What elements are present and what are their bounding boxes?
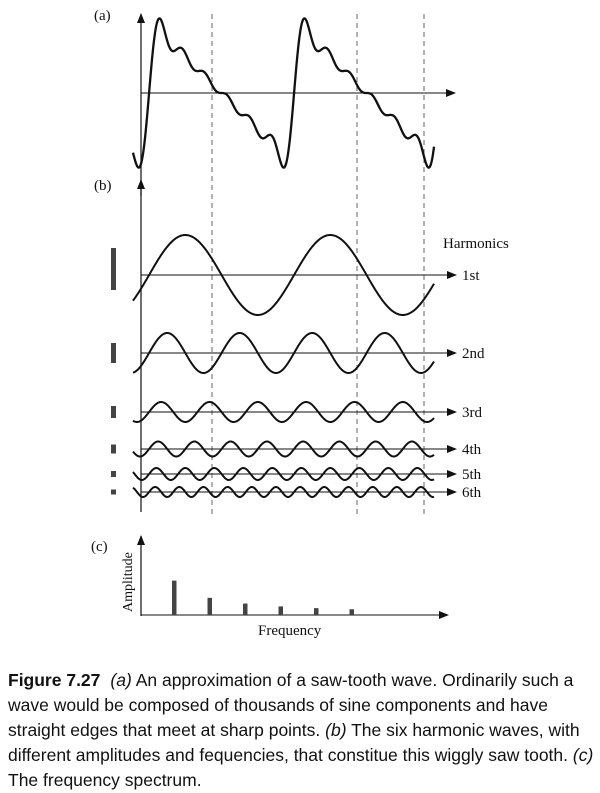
harmonic-6-amplitude-bar: [111, 490, 116, 495]
spectrum-bar-1st: [172, 581, 177, 615]
caption-part-b-marker: (b): [325, 720, 347, 740]
spectrum-y-label: Amplitude: [121, 552, 136, 612]
caption-part-b-text: The six harmonic waves, with different amplitudes and fequencies, that constitue this wiggly saw tooth.: [8, 720, 580, 765]
spectrum-bar-6th: [350, 609, 355, 615]
spectrum-bar-5th: [314, 608, 319, 615]
panel-a-label: (a): [94, 8, 111, 24]
harmonic-5-amplitude-bar: [111, 471, 116, 477]
caption-part-a-text: An approximation of a saw-tooth wave. Ordinarily such a wave would be composed of thousands of sine components and have straight edges that meet at sharp points.: [8, 670, 574, 740]
panel-b-label: (b): [94, 178, 112, 194]
caption-part-c-marker: (c): [572, 745, 594, 765]
harmonic-1-amplitude-bar: [111, 248, 116, 290]
harmonics-title: Harmonics: [443, 236, 509, 252]
spectrum-bar-3rd: [243, 604, 248, 615]
harmonic-1-label: 1st: [462, 268, 480, 284]
harmonic-4-label: 4th: [462, 442, 482, 458]
panel-c-label: (c): [91, 539, 108, 555]
harmonic-3-label: 3rd: [462, 405, 482, 421]
harmonic-2-label: 2nd: [462, 346, 485, 362]
period-guide-lines: [212, 14, 424, 515]
spectrum-x-label: Frequency: [258, 623, 322, 639]
figure-label: Figure 7.27: [8, 670, 101, 690]
harmonic-5-label: 5th: [462, 467, 482, 483]
harmonic-6-label: 6th: [462, 485, 482, 501]
figure-caption: [8, 668, 596, 793]
harmonic-4-amplitude-bar: [111, 445, 116, 454]
harmonic-3-amplitude-bar: [111, 406, 116, 418]
caption-part-c-text: The frequency spectrum.: [8, 770, 202, 790]
harmonic-2-amplitude-bar: [111, 343, 116, 363]
spectrum-bar-2nd: [208, 598, 213, 615]
spectrum-bar-4th: [279, 606, 284, 615]
caption-part-a-marker: (a): [110, 670, 132, 690]
